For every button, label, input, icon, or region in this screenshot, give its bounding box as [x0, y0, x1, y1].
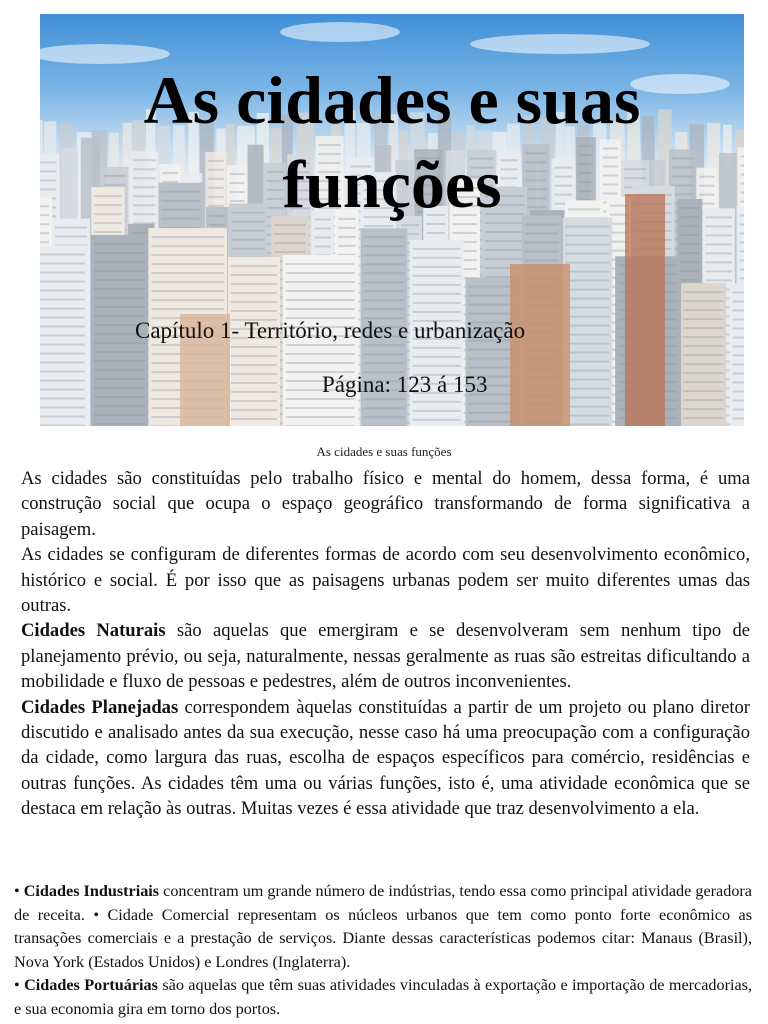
window-row [706, 252, 732, 254]
window-row [40, 344, 85, 346]
window-row [40, 326, 85, 328]
window-row [286, 299, 355, 301]
window-row [40, 317, 85, 319]
window-row [413, 419, 461, 421]
window-row [566, 406, 610, 408]
window-row [684, 309, 723, 311]
cloud [280, 22, 400, 42]
window-row [151, 281, 224, 283]
building [510, 264, 570, 426]
list-item: • Cidades Industriais concentram um grande número de indústrias, tendo essa como principal atividade geradora de receita. • Cidade Comercial representam os núcleos urbanos que tem como ponto forte econômico as transações comerciais e a prestação de serviços. Diante dessas características podemos citar: Manaus (Brasil), Nova York (Estados Unidos) e Londres (Inglaterra). [14, 882, 752, 971]
window-row [40, 299, 85, 301]
window-row [413, 257, 461, 259]
window-row [286, 263, 355, 265]
window-row [286, 425, 355, 426]
window-row [706, 270, 732, 272]
window-row [286, 362, 355, 364]
window-row [40, 241, 49, 243]
window-row [151, 299, 224, 301]
window-row [94, 306, 145, 308]
window-row [40, 290, 85, 292]
window-row [231, 382, 277, 384]
window-row [740, 259, 744, 261]
window-row [286, 353, 355, 355]
window-row [566, 352, 610, 354]
window-row [231, 310, 277, 312]
window-row [566, 271, 610, 273]
window-row [231, 346, 277, 348]
window-row [94, 270, 145, 272]
window-row [40, 263, 85, 265]
window-row [733, 354, 744, 356]
window-row [94, 423, 145, 425]
window-row [40, 335, 85, 337]
window-row [733, 399, 744, 401]
window-row [40, 371, 85, 373]
window-row [706, 279, 732, 281]
chapter-label: Capítulo 1- Território, redes e urbanização [135, 318, 526, 343]
window-row [566, 253, 610, 255]
window-row [485, 249, 524, 251]
window-row [413, 347, 461, 349]
window-row [413, 401, 461, 403]
window-row [733, 336, 744, 338]
window-row [151, 245, 224, 247]
window-row [286, 272, 355, 274]
window-row [286, 281, 355, 283]
window-row [40, 362, 85, 364]
window-row [684, 345, 723, 347]
window-row [364, 416, 405, 418]
window-row [231, 364, 277, 366]
window-row [286, 344, 355, 346]
window-row [94, 405, 145, 407]
window-row [94, 231, 121, 233]
window-row [740, 241, 744, 243]
window-row [364, 254, 405, 256]
window-row [274, 233, 305, 235]
window-row [94, 288, 145, 290]
window-row [453, 232, 477, 234]
window-row [413, 284, 461, 286]
window-row [681, 270, 700, 272]
window-row [733, 363, 744, 365]
window-row [55, 227, 87, 229]
window-row [681, 234, 700, 236]
window-row [566, 262, 610, 264]
window-row [364, 398, 405, 400]
city-functions-list [14, 880, 752, 1022]
window-row [94, 396, 145, 398]
window-row [733, 417, 744, 419]
window-row [40, 272, 85, 274]
window-row [733, 381, 744, 383]
term-planned-cities: Cidades Planejadas [21, 696, 179, 718]
window-row [40, 389, 85, 391]
window-row [413, 275, 461, 277]
window-row [364, 407, 405, 409]
window-row [566, 235, 610, 237]
image-caption: As cidades e suas funções [316, 444, 452, 459]
window-row [364, 263, 405, 265]
window-row [314, 246, 330, 248]
window-row [151, 272, 224, 274]
window-row [684, 417, 723, 419]
window-row [566, 289, 610, 291]
window-row [681, 252, 700, 254]
window-row [525, 242, 559, 244]
window-row [684, 399, 723, 401]
window-row [40, 353, 85, 355]
window-row [231, 283, 277, 285]
window-row [286, 416, 355, 418]
window-row [566, 370, 610, 372]
window-row [94, 243, 145, 245]
window-row [40, 407, 85, 409]
window-row [566, 424, 610, 426]
window-row [740, 268, 744, 270]
window-row [413, 365, 461, 367]
window-row [681, 261, 700, 263]
paragraph-configuration: As cidades se configuram de diferentes formas de acordo com seu desenvolvimento econômico, histórico e social. É por isso que as paisagens urbanas podem ser muito diferentes umas das outras. [21, 544, 750, 617]
window-row [733, 345, 744, 347]
window-row [286, 407, 355, 409]
window-row [364, 344, 405, 346]
window-row [525, 233, 559, 235]
window-row [364, 362, 405, 364]
window-row [151, 308, 224, 310]
window-row [426, 232, 445, 234]
window-row [232, 248, 264, 250]
window-row [740, 250, 744, 252]
cloud [470, 34, 650, 54]
window-row [338, 227, 355, 229]
window-row [733, 309, 744, 311]
window-row [94, 252, 145, 254]
window-row [684, 327, 723, 329]
window-row [684, 390, 723, 392]
window-row [566, 298, 610, 300]
window-row [40, 281, 85, 283]
window-row [231, 301, 277, 303]
window-row [566, 244, 610, 246]
window-row [94, 279, 145, 281]
window-row [706, 243, 732, 245]
window-row [733, 318, 744, 320]
term-natural-cities: Cidades Naturais [21, 620, 166, 642]
window-row [274, 242, 305, 244]
window-row [364, 290, 405, 292]
window-row [274, 251, 305, 253]
window-row [566, 316, 610, 318]
window-row [413, 302, 461, 304]
window-row [286, 308, 355, 310]
window-row [231, 409, 277, 411]
window-row [566, 280, 610, 282]
window-row [231, 373, 277, 375]
building [563, 218, 613, 426]
window-row [151, 263, 224, 265]
list-item: • Cidades Portuárias são aquelas que têm suas atividades vinculadas à exportação e importação de mercadorias, e sua economia gira em torno dos portos. [14, 976, 753, 1018]
page-range-label: Página: 123 á 153 [322, 372, 488, 397]
window-row [566, 334, 610, 336]
term-industrial-cities: Cidades Industriais [23, 882, 160, 900]
window-row [364, 425, 405, 426]
window-row [94, 414, 145, 416]
window-row [94, 378, 145, 380]
window-row [684, 318, 723, 320]
window-row [231, 274, 277, 276]
window-row [733, 327, 744, 329]
window-row [740, 277, 744, 279]
cover-image [40, 14, 744, 426]
window-row [681, 279, 700, 281]
window-row [733, 390, 744, 392]
window-row [232, 230, 264, 232]
window-row [94, 360, 145, 362]
page-title: As cidades e suas funções [143, 62, 641, 222]
window-row [151, 254, 224, 256]
window-row [40, 398, 85, 400]
window-row [364, 245, 405, 247]
window-row [232, 239, 264, 241]
window-row [684, 363, 723, 365]
paragraph-planned-cities: Cidades Planejadas correspondem àquelas constituídas a partir de um projeto ou plano diretor discutido e analisado antes da sua execução, nesse caso há uma preocupação com a configuração da cidade, como largura das ruas, escolha de espaços específicos para comércio, residências e outras funções. As cidades têm uma ou várias funções, isto é, uma atividade econômica que se destaca em relação às outras. Muitas vezes é essa atividade que traz desenvolvimento a ela. [21, 696, 750, 820]
window-row [40, 416, 85, 418]
window-row [94, 369, 145, 371]
term-port-cities: Cidades Portuárias [24, 976, 158, 995]
window-row [231, 400, 277, 402]
window-row [231, 265, 277, 267]
window-row [338, 236, 355, 238]
window-row [364, 272, 405, 274]
window-row [231, 391, 277, 393]
window-row [40, 308, 85, 310]
window-row [40, 380, 85, 382]
paragraph-intro: As cidades são constituídas pelo trabalho físico e mental do homem, dessa forma, é uma construção social que ocupa o espaço geográfico transformando de forma significativa a paisagem. [21, 468, 750, 540]
window-row [40, 232, 49, 234]
window-row [94, 351, 145, 353]
window-row [684, 372, 723, 374]
window-row [286, 290, 355, 292]
window-row [314, 228, 330, 230]
window-row [681, 243, 700, 245]
window-row [413, 266, 461, 268]
window-row [566, 415, 610, 417]
window-row [684, 300, 723, 302]
window-row [684, 381, 723, 383]
window-row [413, 248, 461, 250]
window-row [525, 251, 559, 253]
window-row [413, 311, 461, 313]
window-row [566, 397, 610, 399]
window-row [231, 355, 277, 357]
window-row [231, 292, 277, 294]
window-row [684, 408, 723, 410]
window-row [413, 356, 461, 358]
window-row [566, 379, 610, 381]
window-row [364, 353, 405, 355]
window-row [231, 418, 277, 420]
window-row [485, 258, 524, 260]
window-row [151, 290, 224, 292]
window-row [566, 307, 610, 309]
window-row [364, 236, 405, 238]
window-row [733, 408, 744, 410]
window-row [684, 291, 723, 293]
window-row [684, 336, 723, 338]
window-row [566, 325, 610, 327]
window-row [286, 398, 355, 400]
window-row [55, 236, 87, 238]
window-row [364, 308, 405, 310]
window-row [338, 245, 355, 247]
window-row [364, 281, 405, 283]
window-row [706, 234, 732, 236]
window-row [151, 236, 224, 238]
window-row [40, 425, 85, 426]
window-row [94, 261, 145, 263]
window-row [684, 354, 723, 356]
window-row [485, 231, 524, 233]
window-row [733, 291, 744, 293]
main-text [21, 466, 750, 822]
window-row [94, 297, 145, 299]
window-row [364, 299, 405, 301]
window-row [733, 372, 744, 374]
window-row [485, 240, 524, 242]
window-row [314, 237, 330, 239]
window-row [566, 388, 610, 390]
window-row [566, 343, 610, 345]
window-row [94, 387, 145, 389]
window-row [94, 315, 145, 317]
window-row [413, 410, 461, 412]
window-row [740, 232, 744, 234]
window-row [566, 361, 610, 363]
window-row [40, 254, 85, 256]
window-row [413, 293, 461, 295]
building [625, 194, 665, 426]
window-row [733, 300, 744, 302]
window-row [525, 260, 559, 262]
window-row [706, 261, 732, 263]
paragraph-natural-cities: Cidades Naturais são aquelas que emergiram e se desenvolveram sem nenhum tipo de planejamento prévio, ou seja, naturalmente, nessas geralmente as ruas são estreitas dificultando a mobilidade e fluxo de pessoas e pedestres, além de outros inconvenientes. [21, 620, 751, 693]
